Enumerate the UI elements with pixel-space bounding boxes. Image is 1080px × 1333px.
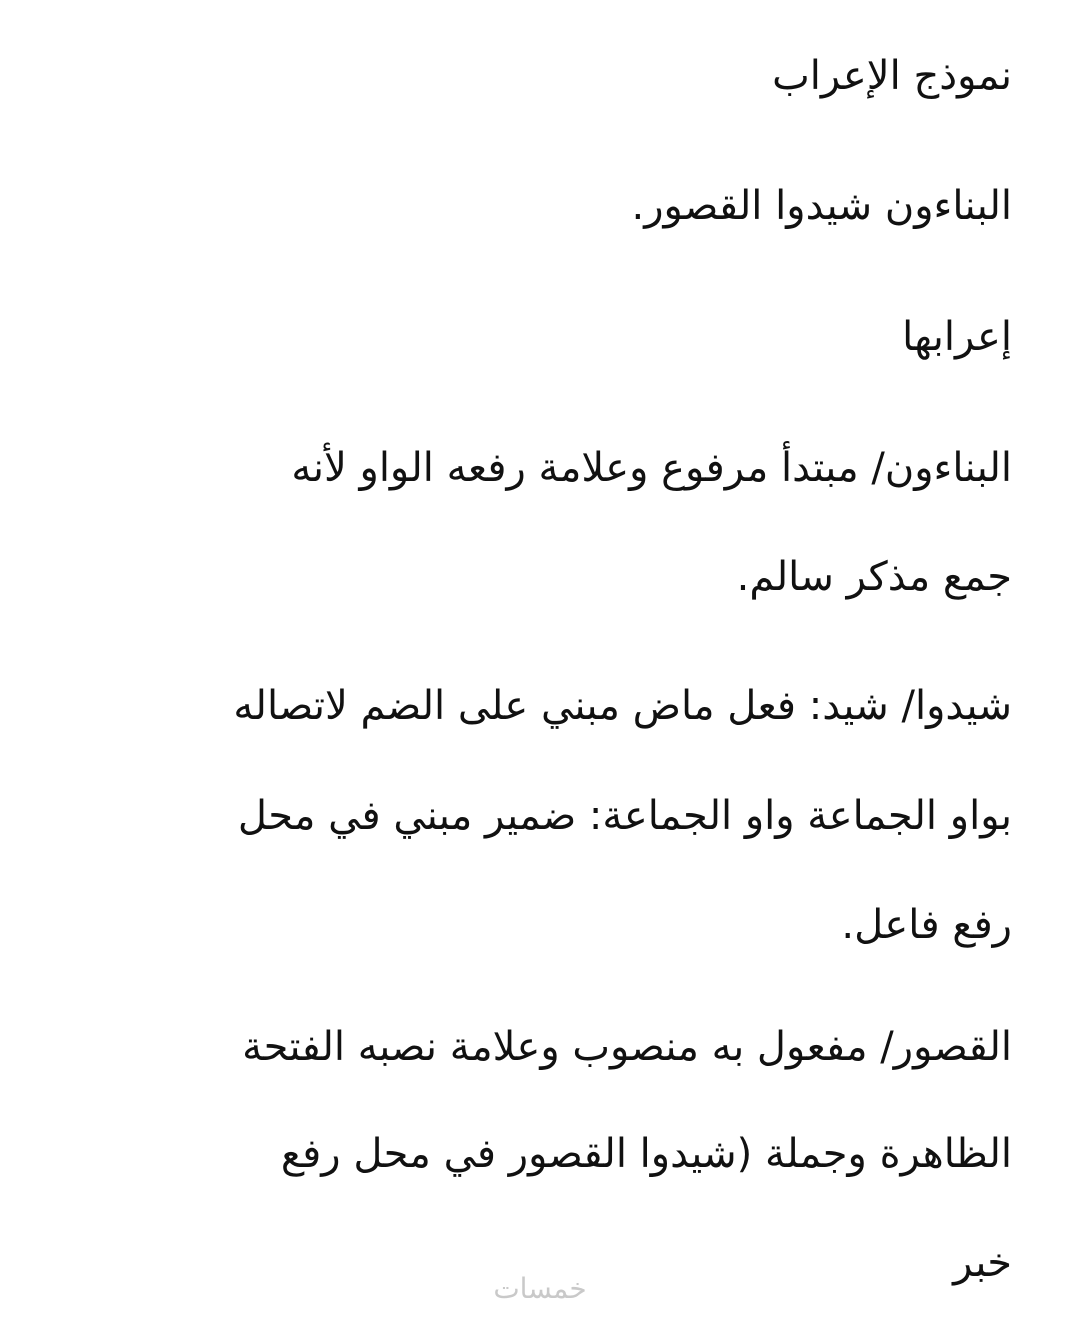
paragraph-line: القصور/ مفعول به منصوب وعلامة نصبه الفتحة	[242, 1024, 1012, 1070]
parsing-heading: إعرابها	[902, 314, 1012, 360]
paragraph-line: جمع مذكر سالم.	[736, 554, 1012, 600]
paragraph-line: البناءون/ مبتدأ مرفوع وعلامة رفعه الواو لأنه	[291, 445, 1012, 491]
document-title: نموذج الإعراب	[772, 53, 1012, 99]
paragraph-line: رفع فاعل.	[841, 902, 1012, 948]
paragraph-line: بواو الجماعة واو الجماعة: ضمير مبني في محل	[237, 793, 1012, 839]
paragraph-line: خبر	[953, 1240, 1012, 1286]
paragraph-line: شيدوا/ شيد: فعل ماض مبني على الضم لاتصاله	[233, 683, 1012, 729]
paragraph-line: الظاهرة وجملة (شيدوا القصور في محل رفع	[280, 1131, 1012, 1177]
example-sentence: البناءون شيدوا القصور.	[631, 183, 1012, 229]
watermark-logo: خمسات	[493, 1272, 587, 1305]
